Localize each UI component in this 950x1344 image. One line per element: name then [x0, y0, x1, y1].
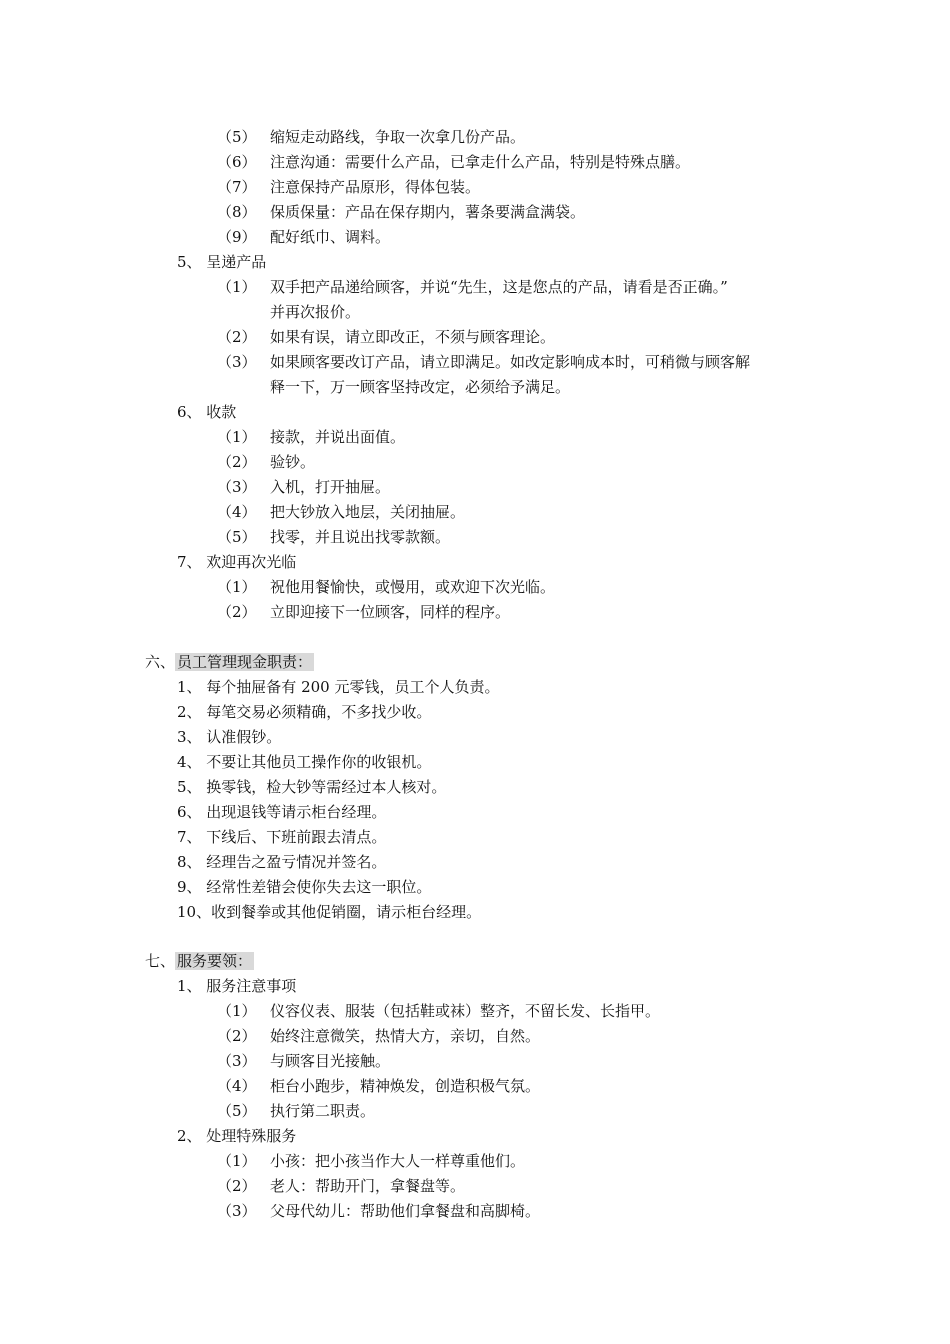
list-item: 10、收到餐拳或其他促销圈，请示柜台经理。	[177, 903, 482, 921]
list-item: 2、 每笔交易必须精确，不多找少收。	[177, 703, 432, 721]
item-number: （1）	[217, 578, 257, 596]
item-number: （3）	[217, 353, 257, 371]
item-number: （3）	[217, 478, 257, 496]
item-text: 如果有误，请立即改正，不须与顾客理论。	[270, 328, 556, 346]
section-title: 服务要领：	[177, 952, 253, 970]
item-number: （1）	[217, 278, 257, 296]
item-number: （4）	[217, 503, 257, 521]
item-number: （9）	[217, 228, 257, 246]
item-number: （2）	[217, 1027, 257, 1045]
item-text: 父母代幼儿：帮助他们拿餐盘和高脚椅。	[270, 1202, 541, 1220]
item-number: （2）	[217, 1177, 257, 1195]
item-text: 仪容仪表、服装（包括鞋或袜）整齐，不留长发、长指甲。	[270, 1002, 661, 1020]
item-number: （8）	[217, 203, 257, 221]
item-text: 接款，并说出面值。	[270, 428, 406, 446]
list-item: 1、 每个抽屉备有 200 元零钱，员工个人负责。	[177, 678, 500, 696]
item-text: 注意保持产品原形，得体包装。	[270, 178, 481, 196]
item-number: （1）	[217, 1002, 257, 1020]
item-text: 执行第二职责。	[270, 1102, 376, 1120]
list-item: 9、 经常性差错会使你失去这一职位。	[177, 878, 432, 896]
item-number: （6）	[217, 153, 257, 171]
item-text: 找零，并且说出找零款额。	[270, 528, 451, 546]
item-text: 缩短走动路线，争取一次拿几份产品。	[270, 128, 526, 146]
list-item: 8、 经理告之盈亏情况并签名。	[177, 853, 387, 871]
item-number: （7）	[217, 178, 257, 196]
item-text: 祝他用餐愉快，或慢用，或欢迎下次光临。	[270, 578, 556, 596]
item-text: 老人：帮助开门，拿餐盘等。	[270, 1177, 466, 1195]
item-number: （5）	[217, 528, 257, 546]
item-text: 入机，打开抽屉。	[270, 478, 391, 496]
item-text: 小孩：把小孩当作大人一样尊重他们。	[270, 1152, 526, 1170]
item-number: （5）	[217, 128, 257, 146]
item-text-continued: 释一下，万一顾客坚持改定，必须给予满足。	[270, 378, 571, 396]
list-item: 3、 认准假钞。	[177, 728, 282, 746]
list-item: 4、 不要让其他员工操作你的收银机。	[177, 753, 432, 771]
item-text: 验钞。	[270, 453, 316, 471]
step-heading: 6、 收款	[177, 403, 237, 421]
item-text: 双手把产品递给顾客，并说“先生，这是您点的产品，请看是否正确。”	[270, 278, 728, 296]
item-number: （4）	[217, 1077, 257, 1095]
item-text-continued: 并再次报价。	[270, 303, 361, 321]
list-item: 5、 换零钱，检大钞等需经过本人核对。	[177, 778, 447, 796]
item-number: （2）	[217, 453, 257, 471]
item-text: 立即迎接下一位顾客，同样的程序。	[270, 603, 511, 621]
section-heading	[145, 951, 254, 971]
item-number: （3）	[217, 1052, 257, 1070]
item-text: 与顾客目光接触。	[270, 1052, 391, 1070]
item-text: 把大钞放入地层，关闭抽屉。	[270, 503, 466, 521]
list-item: 7、 下线后、下班前跟去清点。	[177, 828, 387, 846]
section-heading	[145, 652, 314, 672]
list-item: 6、 出现退钱等请示柜台经理。	[177, 803, 387, 821]
step-heading: 7、 欢迎再次光临	[177, 553, 297, 571]
item-number: （1）	[217, 1152, 257, 1170]
section-number: 六、	[145, 653, 176, 671]
step-heading: 5、 呈递产品	[177, 253, 267, 271]
item-text: 如果顾客要改订产品，请立即满足。如改定影响成本时，可稍微与顾客解	[270, 353, 751, 371]
section-number: 七、	[145, 952, 176, 970]
item-text: 柜台小跑步，精神焕发，创造积极气氛。	[270, 1077, 541, 1095]
section-title: 员工管理现金职责：	[177, 653, 313, 671]
item-text: 始终注意微笑，热情大方，亲切，自然。	[270, 1027, 541, 1045]
item-number: （2）	[217, 328, 257, 346]
item-number: （1）	[217, 428, 257, 446]
item-number: （2）	[217, 603, 257, 621]
item-number: （5）	[217, 1102, 257, 1120]
step-heading: 1、 服务注意事项	[177, 977, 297, 995]
item-number: （3）	[217, 1202, 257, 1220]
item-text: 配好纸巾、调料。	[270, 228, 391, 246]
item-text: 注意沟通：需要什么产品，已拿走什么产品，特别是特殊点膳。	[270, 153, 691, 171]
step-heading: 2、 处理特殊服务	[177, 1127, 297, 1145]
item-text: 保质保量：产品在保存期内，薯条要满盒满袋。	[270, 203, 586, 221]
